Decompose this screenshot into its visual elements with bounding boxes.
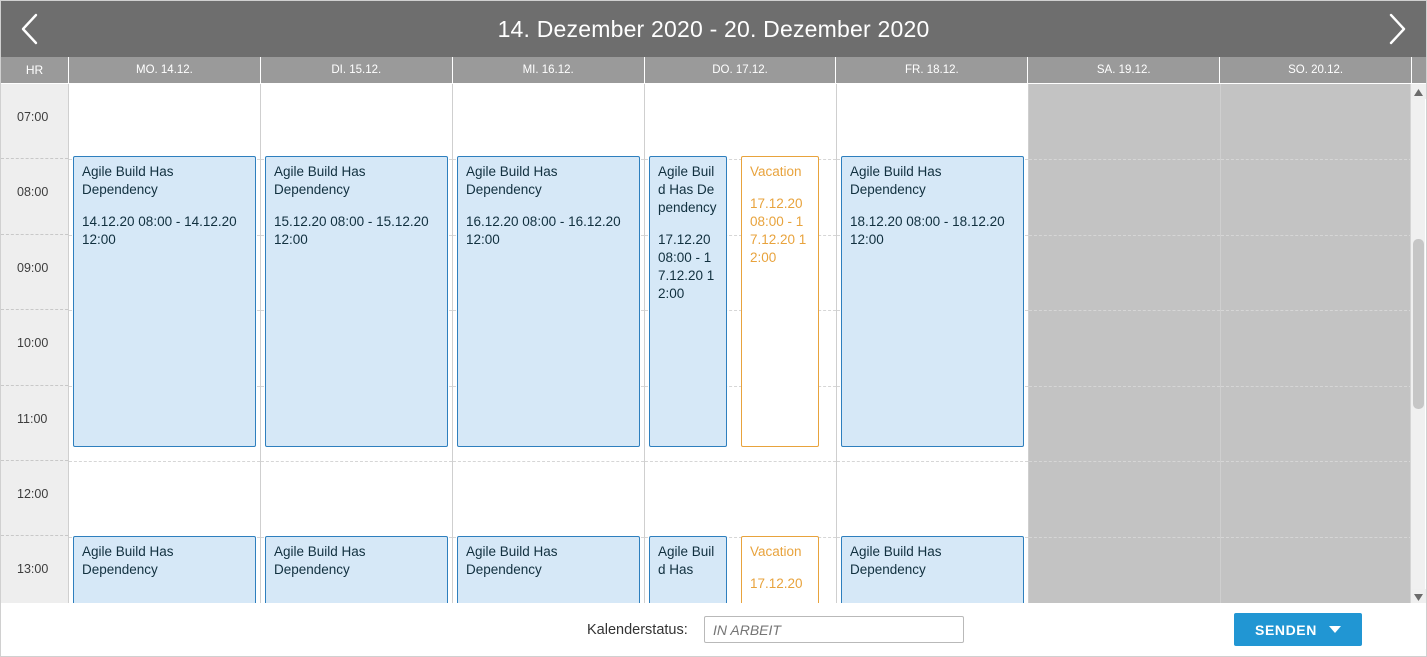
- vertical-scrollbar[interactable]: [1410, 84, 1425, 604]
- header-scroll-spacer: [1412, 57, 1426, 83]
- triangle-up-icon: [1414, 83, 1423, 101]
- event-block-vacation[interactable]: [741, 156, 819, 447]
- calendar-status-label: Kalenderstatus:: [587, 621, 688, 638]
- hour-cell-12: [1, 461, 68, 536]
- event-time: 16.12.20 08:00 - 16.12.20 12:00: [466, 214, 625, 247]
- scroll-down-button[interactable]: [1411, 589, 1426, 604]
- event-title: Agile Build Has Dependency: [850, 164, 946, 197]
- day-header-row: [1, 57, 1426, 84]
- calendar-grid: [1, 84, 1412, 604]
- scroll-up-button[interactable]: [1411, 84, 1426, 99]
- hour-axis: [1, 84, 69, 604]
- event-block[interactable]: [841, 536, 1024, 604]
- event-title: Agile Build Has Dependency: [82, 164, 178, 197]
- day-header-sa[interactable]: SA. 19.12.: [1028, 57, 1220, 83]
- day-header-do[interactable]: DO. 17.12.: [645, 57, 837, 83]
- hour-cell-13: [1, 536, 68, 604]
- calendar-status-input[interactable]: [704, 616, 964, 643]
- event-title: Agile Build Has Dependency: [274, 164, 370, 197]
- day-header-mo[interactable]: MO. 14.12.: [69, 57, 261, 83]
- day-header-fr[interactable]: FR. 18.12.: [836, 57, 1028, 83]
- calendar-grid-viewport: [1, 84, 1426, 604]
- day-column-do[interactable]: [645, 84, 837, 604]
- event-time: 17.12.20: [750, 576, 803, 591]
- event-title: Agile Build Has Dependency: [274, 544, 370, 577]
- event-title: Agile Build Has Dependency: [466, 164, 562, 197]
- event-title: Agile Build Has: [658, 544, 715, 577]
- hour-label-10: 10:00: [17, 336, 49, 351]
- event-title: Agile Build Has Dependency: [850, 544, 946, 577]
- hour-label-09: 09:00: [17, 260, 49, 275]
- day-column-mi[interactable]: [453, 84, 645, 604]
- event-time: 18.12.20 08:00 - 18.12.20 12:00: [850, 214, 1009, 247]
- hour-cell-07: [1, 84, 68, 159]
- hour-label-12: 12:00: [17, 486, 49, 501]
- event-block[interactable]: [265, 156, 448, 447]
- event-block[interactable]: [649, 536, 727, 604]
- chevron-right-icon: [1387, 12, 1409, 46]
- day-header-mi[interactable]: MI. 16.12.: [453, 57, 645, 83]
- hour-label-07: 07:00: [17, 110, 49, 124]
- footer-bar: [1, 603, 1426, 656]
- day-column-mo[interactable]: [69, 84, 261, 604]
- chevron-left-icon: [18, 12, 40, 46]
- event-block-vacation[interactable]: [741, 536, 819, 604]
- event-title: Agile Build Has Dependency: [658, 164, 717, 215]
- hour-label-08: 08:00: [17, 185, 49, 200]
- next-week-button[interactable]: [1370, 1, 1426, 57]
- hour-cell-10: [1, 310, 68, 385]
- caret-down-icon: [1329, 626, 1341, 633]
- previous-week-button[interactable]: [1, 1, 57, 57]
- send-button[interactable]: [1234, 613, 1362, 646]
- send-button-label: SENDEN: [1255, 621, 1317, 638]
- event-time: 17.12.20 08:00 - 17.12.20 12:00: [658, 232, 715, 301]
- hour-label-13: 13:00: [17, 562, 49, 577]
- day-column-di[interactable]: [261, 84, 453, 604]
- day-column-sa[interactable]: [1029, 84, 1221, 604]
- event-title: Agile Build Has Dependency: [466, 544, 562, 577]
- event-block[interactable]: [841, 156, 1024, 447]
- day-header-so[interactable]: SO. 20.12.: [1220, 57, 1412, 83]
- event-title: Agile Build Has Dependency: [82, 544, 178, 577]
- hour-cell-08: [1, 159, 68, 234]
- week-range-title: 14. Dezember 2020 - 20. Dezember 2020: [497, 15, 930, 42]
- event-time: 17.12.20 08:00 - 17.12.20 12:00: [750, 196, 807, 265]
- event-time: 14.12.20 08:00 - 14.12.20 12:00: [82, 214, 241, 247]
- day-header-di[interactable]: DI. 15.12.: [261, 57, 453, 83]
- day-column-fr[interactable]: [837, 84, 1029, 604]
- event-block[interactable]: [457, 536, 640, 604]
- event-time: 15.12.20 08:00 - 15.12.20 12:00: [274, 214, 433, 247]
- scrollbar-thumb[interactable]: [1413, 239, 1424, 409]
- hour-column-header: HR: [1, 57, 69, 83]
- event-title: Vacation: [750, 544, 802, 559]
- hour-label-11: 11:00: [17, 411, 48, 426]
- event-title: Vacation: [750, 164, 802, 179]
- day-columns: [69, 84, 1412, 604]
- event-block[interactable]: [457, 156, 640, 447]
- event-block[interactable]: [265, 536, 448, 604]
- day-column-so[interactable]: [1221, 84, 1412, 604]
- event-block[interactable]: [649, 156, 727, 447]
- hour-cell-11: [1, 386, 68, 461]
- hour-cell-09: [1, 235, 68, 310]
- calendar-header: [1, 1, 1426, 57]
- event-block[interactable]: [73, 156, 256, 447]
- event-block[interactable]: [73, 536, 256, 604]
